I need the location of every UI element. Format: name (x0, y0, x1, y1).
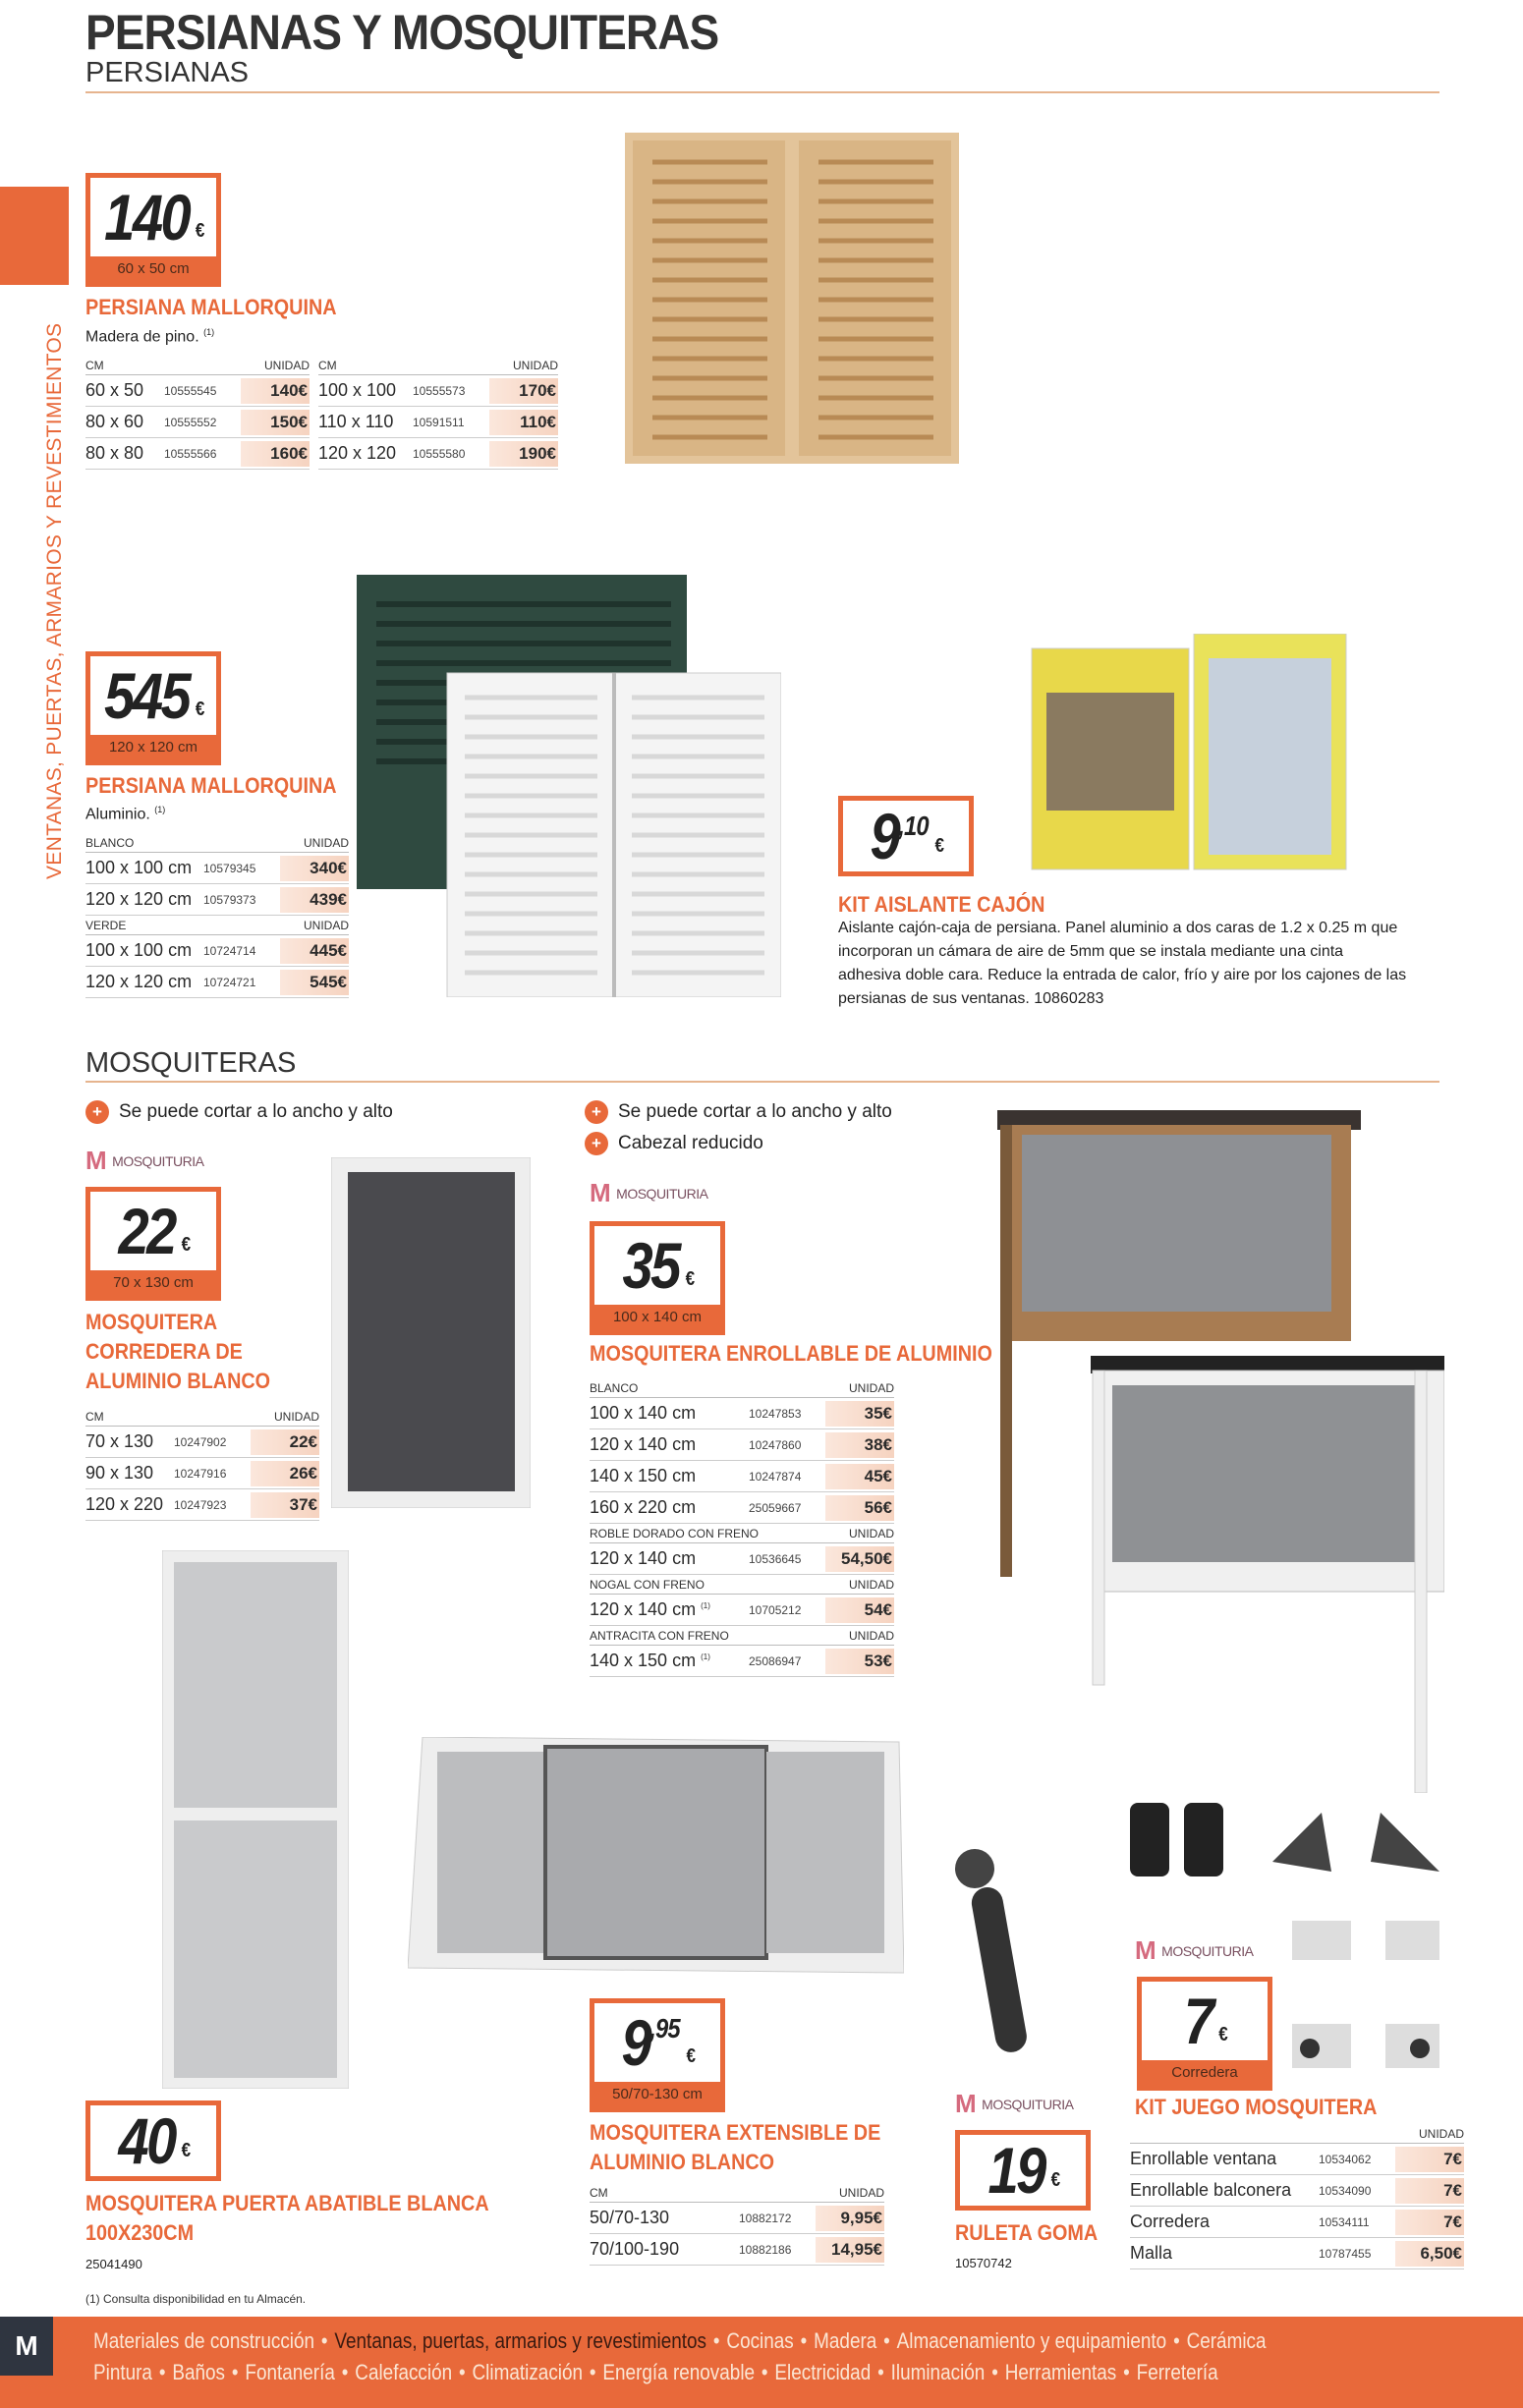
separator: • (1173, 2328, 1180, 2353)
product-name: MOSQUITERA PUERTA ABATIBLE BLANCA 100X230CM (85, 2191, 488, 2245)
wooden-shutter-image (625, 133, 959, 464)
price-tag (85, 173, 221, 287)
footer-category-link[interactable]: Cocinas (726, 2328, 794, 2353)
product-name: KIT JUEGO MOSQUITERA (1135, 2095, 1378, 2119)
size-cell: Corredera (1130, 2212, 1211, 2231)
feature-text: Cabezal reducido (618, 1133, 763, 1153)
column-header-unit: UNIDAD (512, 359, 558, 372)
product-code: 10534062 (1319, 2152, 1372, 2166)
size-cell: Enrollable ventana (1130, 2149, 1277, 2168)
feature-bullet (85, 1100, 393, 1124)
product-code: 10247923 (174, 1497, 227, 1512)
price-cell: 54,50€ (825, 1546, 894, 1572)
product-code: 10882172 (739, 2211, 792, 2225)
size-cell: 100 x 140 cm (590, 1403, 697, 1423)
price-cell: 545€ (280, 970, 349, 995)
product-name: PERSIANA MALLORQUINA (85, 295, 337, 319)
insulation-kit-image (1027, 634, 1351, 874)
brand-name: MOSQUITURIA (112, 1152, 204, 1169)
column-header-unit: UNIDAD (848, 1527, 894, 1540)
table-row (590, 1461, 894, 1492)
price-decimals: ,95 (649, 2013, 680, 2044)
size-cell: 50/70-130 (590, 2208, 670, 2227)
size-cell: 120 x 120 cm (85, 889, 193, 909)
table-row (1130, 2207, 1464, 2238)
price-table (318, 356, 558, 470)
table-row (85, 884, 349, 916)
category-tab (0, 187, 69, 285)
price-tag (85, 651, 221, 765)
product-code: 10591511 (413, 415, 465, 429)
price-cell: 54€ (825, 1597, 894, 1623)
product-name: KIT AISLANTE CAJÓN (838, 892, 1045, 917)
column-header-unit: UNIDAD (838, 2186, 884, 2200)
section-title-mosquiteras: MOSQUITERAS (85, 1047, 297, 1079)
footer-category-link[interactable]: Ferretería (1136, 2360, 1218, 2384)
rubber-roller-image (953, 1847, 1042, 2053)
table-row (85, 1427, 319, 1458)
price-tag (1137, 1977, 1272, 2091)
product-code: 10247860 (749, 1437, 802, 1452)
page-title: PERSIANAS Y MOSQUITERAS (85, 5, 719, 60)
product-code: 25059667 (749, 1500, 802, 1515)
feature-bullet (585, 1132, 763, 1155)
product-name: RULETA GOMA (955, 2220, 1099, 2245)
price-cell: 35€ (825, 1401, 894, 1427)
aluminium-shutter-image (357, 575, 781, 997)
price: 9 (621, 2006, 650, 2079)
table-row (590, 1646, 894, 1677)
product-desc: Aislante cajón-caja de persiana. Panel aluminio a dos caras de 1.2 x 0.25 m que incorporan un cámara de aire de 5mm que se instala mediante una cinta adhesiva doble cara. Reduce la entrada de calor, frío y aire por los cajones de las persianas de sus ventanas. 10860283 (838, 920, 1407, 1007)
footer-category-link[interactable]: Almacenamiento y equipamiento (896, 2328, 1167, 2353)
door-screen-image (162, 1550, 349, 2089)
column-header-variant: CM (85, 1410, 104, 1424)
table-row (85, 935, 349, 967)
product-code: 10579373 (203, 892, 256, 907)
product-code: 10555573 (413, 383, 466, 398)
price-size: 100 x 140 cm (594, 1305, 720, 1330)
price-size: Corredera (1142, 2060, 1268, 2086)
product-code: 10536645 (749, 1551, 802, 1566)
section-title-persianas: PERSIANAS (85, 57, 249, 88)
plus-icon: + (85, 1100, 109, 1124)
size-cell: Malla (1130, 2243, 1173, 2263)
product-name: MOSQUITERA EXTENSIBLE DE ALUMINIO BLANCO (590, 2120, 881, 2174)
price-tag (590, 1221, 725, 1335)
table-row (85, 1489, 319, 1521)
size-cell: 120 x 140 cm (590, 1548, 697, 1568)
size-cell: 100 x 100 (318, 380, 397, 400)
column-header-variant: VERDE (85, 919, 127, 932)
separator: • (1123, 2360, 1130, 2384)
price: 9 (870, 800, 899, 872)
price-table (1130, 2124, 1464, 2269)
price: 40 (118, 2104, 175, 2177)
currency: € (1050, 2169, 1058, 2191)
price-cell: 26€ (251, 1461, 319, 1486)
table-row (1130, 2144, 1464, 2175)
column-header-unit: UNIDAD (848, 1629, 894, 1643)
column-header-unit: UNIDAD (303, 836, 349, 850)
currency: € (1218, 2024, 1226, 2045)
price-cell: 190€ (489, 441, 558, 467)
currency: € (181, 1234, 189, 1256)
product-code: 25041490 (85, 2257, 142, 2271)
price-cell: 445€ (280, 938, 349, 964)
currency: € (686, 2045, 694, 2067)
product-name: MOSQUITERA ENROLLABLE DE ALUMINIO (590, 1341, 992, 1366)
size-cell: 70 x 130 (85, 1431, 154, 1451)
footnote-ref: (1) (154, 805, 166, 814)
product-code: 10534090 (1319, 2183, 1372, 2198)
price-tag (590, 1998, 725, 2112)
table-row (85, 407, 310, 438)
product-code: 10882186 (739, 2242, 792, 2257)
product-code: 10555545 (164, 383, 217, 398)
brand-logo: M MOSQUITURIA (85, 1146, 204, 1175)
product-code: 10534111 (1319, 2214, 1370, 2229)
table-row (590, 1492, 894, 1524)
price: 7 (1183, 1985, 1213, 2057)
product-code: 10579345 (203, 861, 256, 875)
footnote-ref: (1) (701, 1652, 710, 1661)
separator: • (883, 2328, 890, 2353)
price-cell: 150€ (241, 410, 310, 435)
size-cell: 120 x 140 cm (590, 1434, 697, 1454)
separator: • (589, 2360, 596, 2384)
table-row (590, 1543, 894, 1575)
size-cell: 110 x 110 (318, 412, 394, 431)
product-code: 10247874 (749, 1469, 802, 1484)
table-row (590, 1398, 894, 1429)
price-cell: 53€ (825, 1649, 894, 1674)
table-row (85, 438, 310, 470)
category-label: VENTANAS, PUERTAS, ARMARIOS Y REVESTIMIENTOS (43, 322, 66, 879)
column-header-unit: UNIDAD (273, 1410, 319, 1424)
product-code: 10555580 (413, 446, 466, 461)
price-table (85, 833, 349, 998)
price-decimals: ,10 (898, 811, 929, 841)
footer-category-link[interactable]: Electricidad (774, 2360, 872, 2384)
price-tag (838, 796, 974, 876)
separator: • (991, 2360, 998, 2384)
separator: • (761, 2360, 768, 2384)
table-header (590, 2183, 884, 2203)
column-header-variant: BLANCO (590, 1381, 639, 1395)
size-cell: 120 x 220 (85, 1494, 164, 1514)
table-row (590, 1595, 894, 1626)
column-header-variant: BLANCO (85, 836, 135, 850)
product-code: 10247916 (174, 1466, 227, 1481)
price-tag (85, 1187, 221, 1301)
table-row (85, 853, 349, 884)
product-desc (85, 798, 165, 826)
table-row (318, 375, 558, 407)
column-header-variant: NOGAL CON FRENO (590, 1578, 705, 1592)
footer-category-link[interactable]: Pintura (93, 2360, 152, 2384)
footer-category-link[interactable]: Cerámica (1186, 2328, 1267, 2353)
product-code: 10555566 (164, 446, 217, 461)
footer-categories-line-2 (93, 2360, 1218, 2385)
size-cell: 120 x 120 (318, 443, 397, 463)
size-cell: 60 x 50 (85, 380, 144, 400)
feature-text: Se puede cortar a lo ancho y alto (119, 1101, 393, 1122)
desc-text: Madera de pino. (85, 328, 199, 346)
column-header-variant: ANTRACITA CON FRENO (590, 1629, 729, 1643)
price-cell: 37€ (251, 1492, 319, 1518)
price-cell: 56€ (825, 1495, 894, 1521)
table-header (1130, 2124, 1464, 2144)
column-header-unit: UNIDAD (848, 1381, 894, 1395)
column-header-variant: CM (318, 359, 337, 372)
size-cell: 140 x 150 cm (590, 1466, 697, 1485)
footer-category-link[interactable]: Iluminación (890, 2360, 986, 2384)
product-code: 10247853 (749, 1406, 802, 1421)
footer-category-link[interactable]: Calefacción (355, 2360, 453, 2384)
footer-categories-line-1 (93, 2328, 1267, 2354)
size-cell: 160 x 220 cm (590, 1497, 697, 1517)
column-header-unit: UNIDAD (263, 359, 310, 372)
size-cell: 120 x 120 cm (85, 972, 193, 991)
separator: • (341, 2360, 349, 2384)
column-header-variant: CM (85, 359, 104, 372)
table-row (85, 375, 310, 407)
table-header (85, 916, 349, 935)
plus-icon: + (585, 1132, 608, 1155)
size-cell: 80 x 60 (85, 412, 144, 431)
footer-category-link[interactable]: Energía renovable (602, 2360, 756, 2384)
table-row (318, 438, 558, 470)
price: 140 (104, 181, 190, 253)
currency: € (195, 220, 202, 242)
price: 545 (104, 659, 190, 732)
table-header (85, 356, 310, 375)
price-cell: 9,95€ (816, 2206, 884, 2231)
price-cell: 6,50€ (1395, 2241, 1464, 2267)
footnote-ref: (1) (701, 1601, 710, 1610)
brand-logo: M MOSQUITURIA (955, 2089, 1074, 2118)
size-cell: 100 x 100 cm (85, 858, 193, 877)
product-desc (85, 320, 214, 349)
brand-logo: M MOSQUITURIA (590, 1178, 708, 1207)
separator: • (800, 2328, 808, 2353)
size-cell: 140 x 150 cm $^{(1)}$ (590, 1651, 710, 1670)
brand-name: MOSQUITURIA (1161, 1942, 1254, 1959)
table-header (590, 1524, 894, 1543)
price-cell: 7€ (1395, 2210, 1464, 2235)
table-row (85, 967, 349, 998)
brand-name: MOSQUITURIA (616, 1185, 708, 1202)
price-cell: 170€ (489, 378, 558, 404)
price: 19 (987, 2134, 1044, 2207)
product-code: 10724721 (203, 975, 256, 989)
price-cell: 110€ (489, 410, 558, 435)
size-cell: 70/100-190 (590, 2239, 680, 2259)
divider (85, 1081, 1439, 1083)
table-header (85, 1407, 319, 1427)
price-size: 60 x 50 cm (90, 256, 216, 282)
sliding-screen-image (331, 1157, 531, 1508)
separator: • (459, 2360, 466, 2384)
price-cell: 439€ (280, 887, 349, 913)
price-size: 70 x 130 cm (90, 1270, 216, 1296)
price-size: 120 x 120 cm (90, 735, 216, 760)
separator: • (320, 2328, 328, 2353)
column-header-variant: CM (590, 2186, 608, 2200)
price-cell: 22€ (251, 1429, 319, 1455)
plus-icon: + (585, 1100, 608, 1124)
price-cell: 7€ (1395, 2178, 1464, 2204)
table-row (590, 2234, 884, 2266)
price-size: 50/70-130 cm (594, 2082, 720, 2107)
table-header (590, 1378, 894, 1398)
table-header (85, 833, 349, 853)
table-row (1130, 2238, 1464, 2269)
size-cell: 120 x 140 cm $^{(1)}$ (590, 1599, 710, 1619)
table-header (318, 356, 558, 375)
footer-category-link[interactable]: Materiales de construcción (93, 2328, 315, 2353)
price-tag (955, 2130, 1091, 2211)
price-cell: 45€ (825, 1464, 894, 1489)
size-cell: Enrollable balconera (1130, 2180, 1292, 2200)
price-table (85, 356, 310, 470)
feature-text: Se puede cortar a lo ancho y alto (618, 1101, 892, 1122)
price-table (85, 1407, 319, 1521)
footnote-ref: (1) (203, 327, 215, 337)
table-header (590, 1626, 894, 1646)
table-row (1130, 2175, 1464, 2207)
price-table (590, 2183, 884, 2266)
product-name: PERSIANA MALLORQUINA (85, 773, 337, 798)
price-tag (85, 2100, 221, 2181)
price-table (590, 1378, 894, 1677)
table-row (85, 1458, 319, 1489)
currency: € (934, 835, 942, 857)
table-row (590, 1429, 894, 1461)
currency: € (181, 2140, 189, 2161)
table-row (590, 2203, 884, 2234)
price-cell: 140€ (241, 378, 310, 404)
product-name: MOSQUITERA CORREDERA DE ALUMINIO BLANCO (85, 1310, 271, 1393)
column-header-unit: UNIDAD (1418, 2127, 1464, 2141)
product-code: 10555552 (164, 415, 217, 429)
column-header-unit: UNIDAD (848, 1578, 894, 1592)
separator: • (158, 2360, 166, 2384)
product-code: 10724714 (203, 943, 256, 958)
footnote: (1) Consulta disponibilidad en tu Almacén. (85, 2292, 307, 2306)
price: 22 (118, 1195, 175, 1267)
size-cell: 80 x 80 (85, 443, 144, 463)
product-code: 10787455 (1319, 2246, 1372, 2261)
currency: € (685, 1268, 693, 1290)
table-row (318, 407, 558, 438)
footer-category-link[interactable]: Baños (172, 2360, 225, 2384)
price-cell: 14,95€ (816, 2237, 884, 2263)
table-header (590, 1575, 894, 1595)
brand-name: MOSQUITURIA (982, 2096, 1074, 2112)
price: 35 (622, 1229, 679, 1302)
price-cell: 340€ (280, 856, 349, 881)
size-cell: 100 x 100 cm (85, 940, 193, 960)
product-code: 10570742 (955, 2256, 1012, 2270)
desc-text: Aluminio. (85, 806, 150, 823)
footer-category-link[interactable]: Madera (814, 2328, 877, 2353)
separator: • (712, 2328, 720, 2353)
separator: • (877, 2360, 884, 2384)
footer-category-link[interactable]: Climatización (472, 2360, 584, 2384)
product-code: 10705212 (749, 1602, 802, 1617)
divider (85, 91, 1439, 93)
footer-category-link[interactable]: Fontanería (245, 2360, 335, 2384)
column-header-unit: UNIDAD (303, 919, 349, 932)
size-cell: 90 x 130 (85, 1463, 154, 1483)
footer-category-link[interactable]: Herramientas (1004, 2360, 1117, 2384)
product-code: 25086947 (749, 1653, 802, 1668)
price-cell: 160€ (241, 441, 310, 467)
price-cell: 38€ (825, 1432, 894, 1458)
column-header-variant: ROBLE DORADO CON FRENO (590, 1527, 760, 1540)
roller-screen-image (992, 1105, 1444, 1793)
footer-category-link[interactable]: Ventanas, puertas, armarios y revestimientos (334, 2328, 707, 2353)
brand-logo: M MOSQUITURIA (1135, 1935, 1254, 1965)
store-logo: M (0, 2317, 53, 2376)
extensible-screen-image (408, 1737, 904, 1975)
feature-bullet (585, 1100, 892, 1124)
currency: € (195, 699, 202, 720)
product-code: 10247902 (174, 1434, 227, 1449)
price-cell: 7€ (1395, 2147, 1464, 2172)
separator: • (231, 2360, 239, 2384)
